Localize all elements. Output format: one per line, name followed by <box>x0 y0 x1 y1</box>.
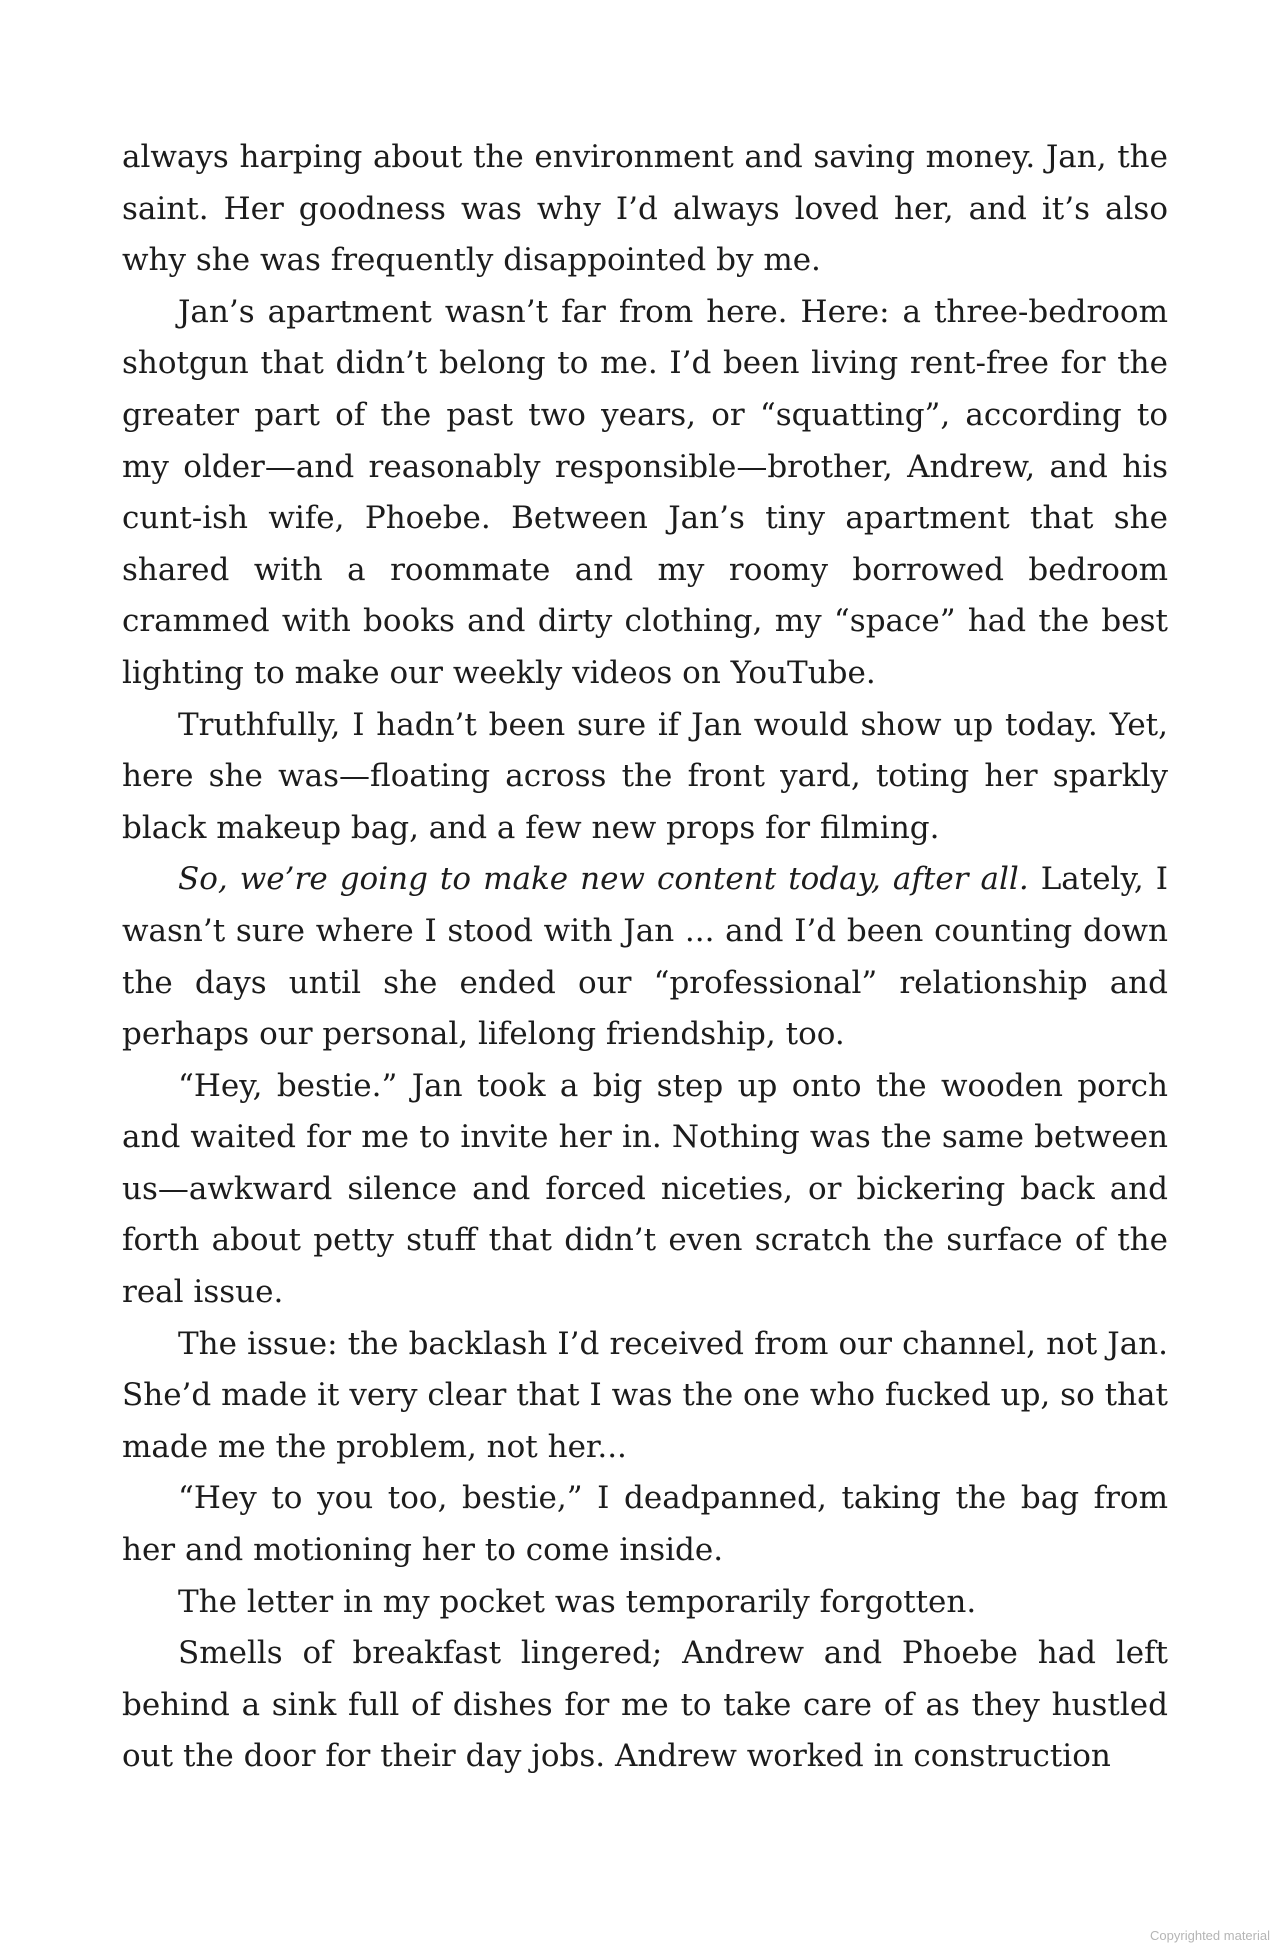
paragraph-8: The letter in my pocket was temporarily forgotten. <box>178 1583 977 1620</box>
paragraph-4-italic-thought: So, we’re going to make new content today, after all. <box>178 861 1029 898</box>
paragraph-4 <box>122 854 1168 1060</box>
paragraph-1: always harping about the environment and saving money. Jan, the saint. Her goodness was why I’d always loved her, and it’s also why she was frequently disappointed by me. <box>122 139 1168 279</box>
paragraph-3: Truthfully, I hadn’t been sure if Jan would show up today. Yet, here she was—floating across the front yard, toting her sparkly black makeup bag, and a few new props for filming. <box>122 706 1168 846</box>
paragraph-5: “Hey, bestie.” Jan took a big step up onto the wooden porch and waited for me to invite her in. Nothing was the same between us—awkward silence and forced niceties, or bickering back and forth about petty stuff that didn’t even scratch the surface of the real issue. <box>122 1067 1168 1311</box>
paragraph-2: Jan’s apartment wasn’t far from here. Here: a three-bedroom shotgun that didn’t belong to me. I’d been living rent-free for the greater part of the past two years, or “squatting”, according to my older—and reasonably responsible—brother, Andrew, and his cunt-ish wife, Phoebe. Between Jan’s tiny apartment that she shared with a roommate and my roomy borrowed bedroom crammed with books and dirty clothing, my “space” had the best lighting to make our weekly videos on YouTube. <box>122 293 1168 691</box>
paragraph-6: The issue: the backlash I’d received from our channel, not Jan. She’d made it very clear that I was the one who fucked up, so that made me the problem, not her... <box>122 1325 1168 1465</box>
paragraph-7: “Hey to you too, bestie,” I deadpanned, taking the bag from her and motioning her to come inside. <box>122 1480 1168 1569</box>
page-body <box>122 132 1168 1783</box>
paragraph-9: Smells of breakfast lingered; Andrew and Phoebe had left behind a sink full of dishes for me to take care of as they hustled out the door for their day jobs. Andrew worked in construction <box>122 1635 1168 1775</box>
paragraph-4-text: Lately, I wasn’t sure where I stood with Jan ... and I’d been counting down the days until she ended our “professional” relationship and perhaps our personal, lifelong friendship, too. <box>122 861 1169 1053</box>
copyright-watermark: Copyrighted material <box>1150 1928 1270 1943</box>
